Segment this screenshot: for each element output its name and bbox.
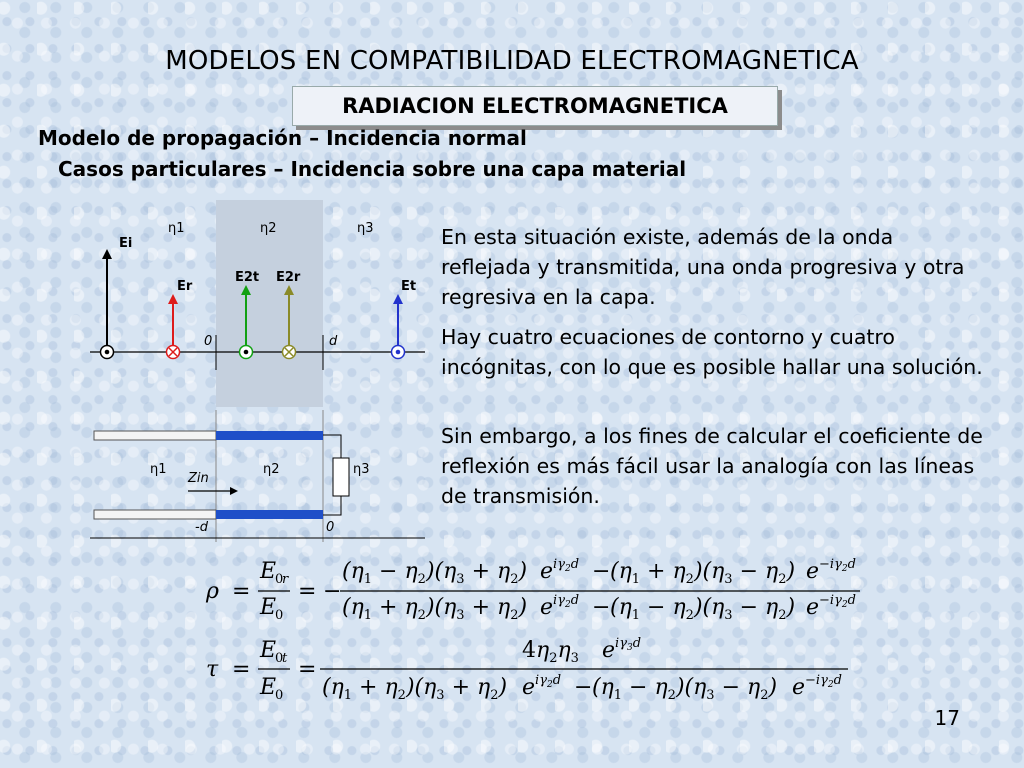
label-zero: 0	[204, 334, 213, 349]
reflected-field-arrow	[167, 294, 180, 359]
line-conductor-top-layer	[216, 431, 323, 440]
svg-text:0: 0	[275, 608, 284, 623]
line-conductor-bottom-layer	[216, 510, 323, 519]
svg-text:−: −	[592, 595, 611, 620]
layer-incidence-diagram	[80, 195, 440, 415]
transmitted-field-arrow	[392, 294, 405, 359]
paragraph-situation: En esta situación existe, además de la onda reflejada y transmitida, una onda progresiva y otra regresiva en la capa.	[441, 225, 965, 309]
line-label-eta1: η1	[150, 462, 167, 477]
svg-text:(η1 − η2)(η3 − η2): $(\eta_1 - \eta_2)(\eta_3 - \eta_2)$	[592, 675, 778, 703]
label-Ei: Ei	[119, 236, 133, 251]
svg-text:4η2η3: $4\eta_2\eta_3$	[522, 638, 579, 666]
svg-text:=: =	[232, 579, 251, 604]
svg-text:−: −	[592, 559, 611, 584]
label-minus-d: -d	[195, 520, 208, 535]
svg-text:eiγ2d: $e^{i\gamma}2d$	[540, 593, 580, 620]
section-box	[292, 86, 778, 126]
heading-cases: Casos particulares – Incidencia sobre una capa material	[58, 157, 687, 181]
paragraph-equations: Hay cuatro ecuaciones de contorno y cuatro incógnitas, con lo que es posible hallar una solución.	[441, 325, 983, 379]
transmission-line-diagram	[80, 410, 440, 550]
label-line-zero: 0	[326, 520, 335, 535]
svg-text:e−iγ2d: $e^{-i\gamma}2d$	[792, 673, 842, 700]
svg-text:=: =	[298, 657, 317, 682]
input-impedance-arrow	[188, 487, 238, 495]
svg-text:e−iγ2d: $e^{-i\gamma}2d$	[806, 593, 856, 620]
line-conductor-top-medium1	[94, 431, 216, 440]
label-Et: Et	[401, 279, 417, 294]
svg-text:0: 0	[275, 688, 284, 703]
heading-model: Modelo de propagación – Incidencia normal	[38, 126, 527, 150]
incident-field-arrow	[101, 249, 114, 359]
svg-text:E: E	[260, 595, 277, 620]
svg-text:eiγ2d: $e^{i\gamma}2d$	[522, 673, 562, 700]
line-conductor-bottom-medium1	[94, 510, 216, 519]
line-label-eta3: η3	[353, 462, 370, 477]
svg-text:r: r	[282, 572, 289, 587]
coefficient-equations	[200, 550, 880, 710]
svg-text:(η1 − η2)(η3 − η2): $(\eta_1 - \eta_2)(\eta_3 - \eta_2)$	[610, 595, 796, 623]
svg-text:0: 0	[275, 651, 284, 666]
svg-text:t: t	[282, 651, 288, 666]
slide-title: MODELOS EN COMPATIBILIDAD ELECTROMAGNETICA	[165, 46, 859, 76]
svg-text:−: −	[574, 675, 593, 700]
svg-text:(η1 + η2)(η3 + η2): $(\eta_1 + \eta_2)(\eta_3 + \eta_2)$	[322, 675, 508, 703]
label-E2r: E2r	[276, 270, 301, 285]
svg-text:E: E	[260, 675, 277, 700]
svg-text:E: E	[260, 638, 277, 663]
reflection-coefficient-equation	[205, 557, 860, 623]
paragraph-analogy: Sin embargo, a los fines de calcular el coeficiente de reflexión es más fácil usar la analogía con las líneas de transmisión.	[441, 424, 983, 508]
label-eta2: η2	[260, 221, 277, 236]
svg-text:(η1 − η2)(η3 + η2): $(\eta_1 - \eta_2)(\eta_3 + \eta_2)$	[342, 559, 528, 587]
svg-text:e−iγ2d: $e^{-i\gamma}2d$	[806, 557, 856, 584]
svg-text:eiγ3d: $e^{i\gamma}3d$	[602, 636, 642, 663]
label-eta1: η1	[168, 221, 185, 236]
line-label-eta2: η2	[263, 462, 280, 477]
svg-text:ρ: ρ	[206, 579, 219, 604]
svg-text:−: −	[323, 579, 342, 604]
label-Er: Er	[177, 279, 193, 294]
label-d: d	[329, 334, 338, 349]
page-number: 17	[934, 706, 960, 730]
svg-text:eiγ2d: $e^{i\gamma}2d$	[540, 557, 580, 584]
label-Zin: Zin	[188, 471, 209, 486]
svg-text:E: E	[260, 559, 277, 584]
section-label: RADIACION ELECTROMAGNETICA	[342, 94, 728, 118]
svg-text:(η1 + η2)(η3 − η2): $(\eta_1 + \eta_2)(\eta_3 - \eta_2)$	[610, 559, 796, 587]
load-impedance	[323, 435, 349, 515]
svg-text:0: 0	[275, 572, 284, 587]
svg-text:=: =	[232, 657, 251, 682]
label-eta3: η3	[357, 221, 374, 236]
svg-text:τ: τ	[206, 657, 219, 682]
label-E2t: E2t	[235, 270, 260, 285]
svg-text:(η1 + η2)(η3 + η2): $(\eta_1 + \eta_2)(\eta_3 + \eta_2)$	[342, 595, 528, 623]
transmission-coefficient-equation	[206, 636, 848, 703]
svg-text:=: =	[298, 579, 317, 604]
